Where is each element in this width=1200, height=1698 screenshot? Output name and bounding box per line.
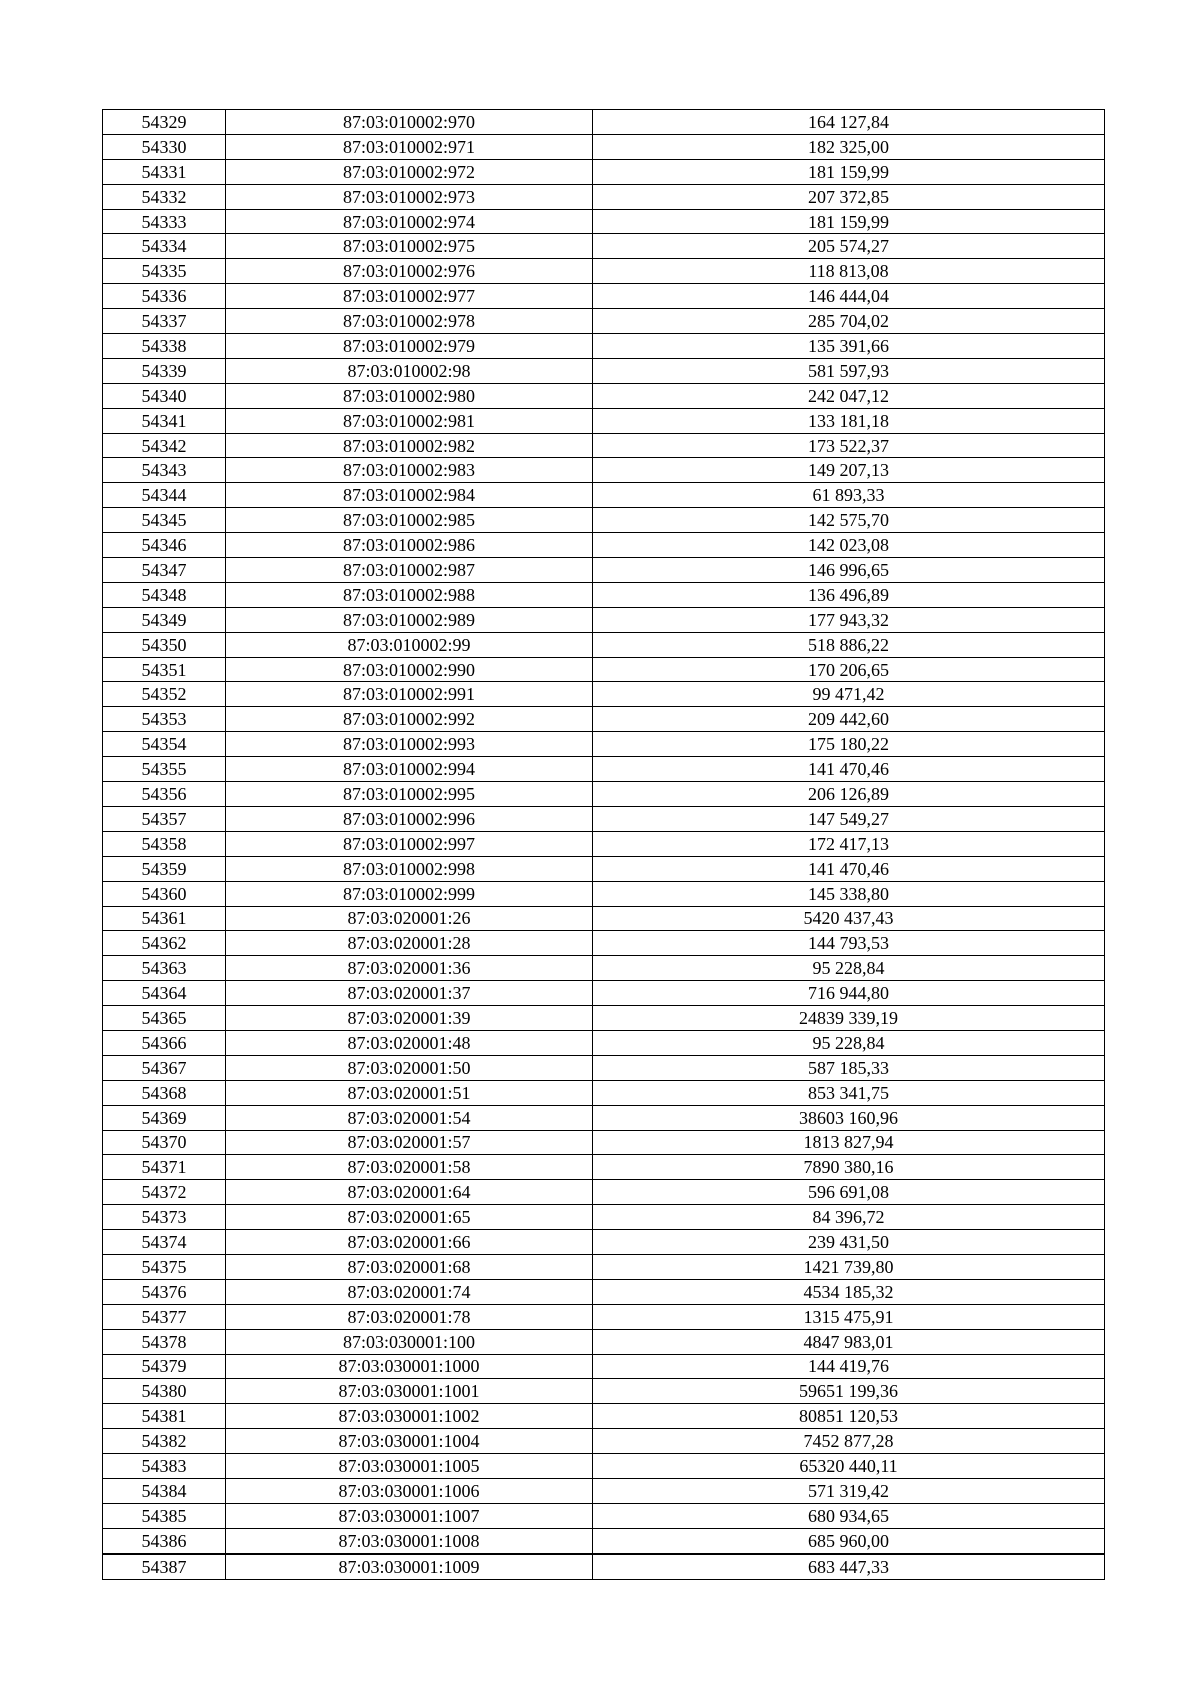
table-row [103, 607, 1105, 632]
row-number-cell: 54330 [103, 134, 226, 159]
row-number-cell: 54331 [103, 159, 226, 184]
table-row [103, 1304, 1105, 1329]
value-cell: 683 447,33 [593, 1554, 1105, 1579]
cadastral-number-cell: 87:03:020001:51 [226, 1080, 593, 1105]
row-number-cell: 54334 [103, 234, 226, 259]
row-number-cell: 54383 [103, 1454, 226, 1479]
value-cell: 182 325,00 [593, 134, 1105, 159]
table-row [103, 508, 1105, 533]
table-row [103, 582, 1105, 607]
value-cell: 716 944,80 [593, 981, 1105, 1006]
row-number-cell: 54367 [103, 1055, 226, 1080]
row-number-cell: 54345 [103, 508, 226, 533]
cadastral-number-cell: 87:03:030001:1006 [226, 1478, 593, 1503]
cadastral-number-cell: 87:03:020001:36 [226, 956, 593, 981]
table-row [103, 1205, 1105, 1230]
value-cell: 571 319,42 [593, 1478, 1105, 1503]
table-row [103, 1080, 1105, 1105]
row-number-cell: 54347 [103, 558, 226, 583]
table-row [103, 1329, 1105, 1354]
table-row [103, 1379, 1105, 1404]
value-cell: 175 180,22 [593, 732, 1105, 757]
table-row [103, 1254, 1105, 1279]
table-row [103, 309, 1105, 334]
row-number-cell: 54381 [103, 1404, 226, 1429]
row-number-cell: 54357 [103, 806, 226, 831]
table-row [103, 134, 1105, 159]
cadastral-number-cell: 87:03:030001:1009 [226, 1554, 593, 1579]
cadastral-number-cell: 87:03:010002:978 [226, 309, 593, 334]
row-number-cell: 54355 [103, 757, 226, 782]
value-cell: 142 023,08 [593, 533, 1105, 558]
table-row [103, 931, 1105, 956]
table-row [103, 682, 1105, 707]
table-row [103, 383, 1105, 408]
cadastral-number-cell: 87:03:010002:999 [226, 881, 593, 906]
value-cell: 164 127,84 [593, 110, 1105, 135]
table-row [103, 1155, 1105, 1180]
row-number-cell: 54387 [103, 1554, 226, 1579]
value-cell: 7452 877,28 [593, 1429, 1105, 1454]
row-number-cell: 54341 [103, 408, 226, 433]
value-cell: 144 793,53 [593, 931, 1105, 956]
cadastral-number-cell: 87:03:030001:1004 [226, 1429, 593, 1454]
table-row [103, 159, 1105, 184]
cadastral-number-cell: 87:03:010002:994 [226, 757, 593, 782]
value-cell: 1315 475,91 [593, 1304, 1105, 1329]
cadastral-number-cell: 87:03:020001:66 [226, 1230, 593, 1255]
cadastral-number-cell: 87:03:010002:993 [226, 732, 593, 757]
cadastral-number-cell: 87:03:010002:970 [226, 110, 593, 135]
cadastral-number-cell: 87:03:010002:988 [226, 582, 593, 607]
cadastral-number-cell: 87:03:020001:54 [226, 1105, 593, 1130]
row-number-cell: 54359 [103, 856, 226, 881]
table-row [103, 334, 1105, 359]
value-cell: 181 159,99 [593, 159, 1105, 184]
row-number-cell: 54333 [103, 209, 226, 234]
row-number-cell: 54362 [103, 931, 226, 956]
table-row [103, 1055, 1105, 1080]
value-cell: 596 691,08 [593, 1180, 1105, 1205]
cadastral-number-cell: 87:03:010002:982 [226, 433, 593, 458]
value-cell: 285 704,02 [593, 309, 1105, 334]
cadastral-number-cell: 87:03:010002:976 [226, 259, 593, 284]
value-cell: 173 522,37 [593, 433, 1105, 458]
row-number-cell: 54346 [103, 533, 226, 558]
table-row [103, 782, 1105, 807]
cadastral-number-cell: 87:03:010002:990 [226, 657, 593, 682]
value-cell: 99 471,42 [593, 682, 1105, 707]
row-number-cell: 54352 [103, 682, 226, 707]
value-cell: 144 419,76 [593, 1354, 1105, 1379]
table-row [103, 1030, 1105, 1055]
cadastral-number-cell: 87:03:020001:57 [226, 1130, 593, 1155]
table-row [103, 458, 1105, 483]
value-cell: 205 574,27 [593, 234, 1105, 259]
row-number-cell: 54377 [103, 1304, 226, 1329]
row-number-cell: 54349 [103, 607, 226, 632]
cadastral-number-cell: 87:03:010002:991 [226, 682, 593, 707]
value-cell: 136 496,89 [593, 582, 1105, 607]
table-row [103, 1180, 1105, 1205]
value-cell: 84 396,72 [593, 1205, 1105, 1230]
value-cell: 209 442,60 [593, 707, 1105, 732]
row-number-cell: 54339 [103, 358, 226, 383]
value-cell: 181 159,99 [593, 209, 1105, 234]
value-cell: 147 549,27 [593, 806, 1105, 831]
value-cell: 680 934,65 [593, 1503, 1105, 1528]
table-row [103, 757, 1105, 782]
row-number-cell: 54361 [103, 906, 226, 931]
cadastral-number-cell: 87:03:010002:981 [226, 408, 593, 433]
row-number-cell: 54353 [103, 707, 226, 732]
cadastral-number-cell: 87:03:020001:48 [226, 1030, 593, 1055]
cadastral-number-cell: 87:03:010002:975 [226, 234, 593, 259]
value-cell: 141 470,46 [593, 757, 1105, 782]
table-row [103, 906, 1105, 931]
row-number-cell: 54343 [103, 458, 226, 483]
table-row [103, 1354, 1105, 1379]
cadastral-number-cell: 87:03:020001:64 [226, 1180, 593, 1205]
value-cell: 65320 440,11 [593, 1454, 1105, 1479]
value-cell: 1421 739,80 [593, 1254, 1105, 1279]
row-number-cell: 54379 [103, 1354, 226, 1379]
cadastral-number-cell: 87:03:030001:1005 [226, 1454, 593, 1479]
cadastral-number-cell: 87:03:010002:997 [226, 831, 593, 856]
cadastral-number-cell: 87:03:030001:1000 [226, 1354, 593, 1379]
table-row [103, 956, 1105, 981]
cadastral-number-cell: 87:03:010002:974 [226, 209, 593, 234]
row-number-cell: 54368 [103, 1080, 226, 1105]
cadastral-number-cell: 87:03:010002:972 [226, 159, 593, 184]
table-row [103, 1454, 1105, 1479]
row-number-cell: 54385 [103, 1503, 226, 1528]
row-number-cell: 54351 [103, 657, 226, 682]
cadastral-number-cell: 87:03:020001:50 [226, 1055, 593, 1080]
table-row [103, 707, 1105, 732]
value-cell: 1813 827,94 [593, 1130, 1105, 1155]
row-number-cell: 54332 [103, 184, 226, 209]
row-number-cell: 54354 [103, 732, 226, 757]
cadastral-number-cell: 87:03:030001:1008 [226, 1528, 593, 1553]
table-row [103, 1528, 1105, 1553]
row-number-cell: 54338 [103, 334, 226, 359]
cadastral-number-cell: 87:03:010002:973 [226, 184, 593, 209]
table-row [103, 1230, 1105, 1255]
cadastral-number-cell: 87:03:010002:998 [226, 856, 593, 881]
table-row [103, 234, 1105, 259]
row-number-cell: 54337 [103, 309, 226, 334]
value-cell: 135 391,66 [593, 334, 1105, 359]
row-number-cell: 54363 [103, 956, 226, 981]
row-number-cell: 54380 [103, 1379, 226, 1404]
table-row [103, 1429, 1105, 1454]
cadastral-number-cell: 87:03:020001:78 [226, 1304, 593, 1329]
cadastral-number-cell: 87:03:010002:98 [226, 358, 593, 383]
cadastral-number-cell: 87:03:010002:995 [226, 782, 593, 807]
row-number-cell: 54358 [103, 831, 226, 856]
value-cell: 239 431,50 [593, 1230, 1105, 1255]
cadastral-number-cell: 87:03:020001:58 [226, 1155, 593, 1180]
row-number-cell: 54382 [103, 1429, 226, 1454]
value-cell: 61 893,33 [593, 483, 1105, 508]
cadastral-number-cell: 87:03:010002:985 [226, 508, 593, 533]
table-row [103, 259, 1105, 284]
row-number-cell: 54356 [103, 782, 226, 807]
cadastral-number-cell: 87:03:020001:68 [226, 1254, 593, 1279]
row-number-cell: 54371 [103, 1155, 226, 1180]
cadastral-number-cell: 87:03:020001:65 [226, 1205, 593, 1230]
value-cell: 146 444,04 [593, 284, 1105, 309]
value-cell: 59651 199,36 [593, 1379, 1105, 1404]
table-body [103, 110, 1105, 1580]
value-cell: 685 960,00 [593, 1528, 1105, 1553]
value-cell: 242 047,12 [593, 383, 1105, 408]
value-cell: 146 996,65 [593, 558, 1105, 583]
value-cell: 4847 983,01 [593, 1329, 1105, 1354]
value-cell: 24839 339,19 [593, 1006, 1105, 1031]
cadastral-number-cell: 87:03:030001:1007 [226, 1503, 593, 1528]
value-cell: 172 417,13 [593, 831, 1105, 856]
cadastral-number-cell: 87:03:010002:996 [226, 806, 593, 831]
value-cell: 95 228,84 [593, 1030, 1105, 1055]
value-cell: 142 575,70 [593, 508, 1105, 533]
value-cell: 145 338,80 [593, 881, 1105, 906]
table-row [103, 881, 1105, 906]
table-row [103, 284, 1105, 309]
row-number-cell: 54364 [103, 981, 226, 1006]
cadastral-number-cell: 87:03:010002:992 [226, 707, 593, 732]
cadastral-number-cell: 87:03:010002:99 [226, 632, 593, 657]
value-cell: 141 470,46 [593, 856, 1105, 881]
cadastral-number-cell: 87:03:010002:989 [226, 607, 593, 632]
row-number-cell: 54374 [103, 1230, 226, 1255]
cadastral-number-cell: 87:03:010002:987 [226, 558, 593, 583]
cadastral-number-cell: 87:03:030001:100 [226, 1329, 593, 1354]
row-number-cell: 54386 [103, 1528, 226, 1553]
row-number-cell: 54372 [103, 1180, 226, 1205]
row-number-cell: 54384 [103, 1478, 226, 1503]
row-number-cell: 54348 [103, 582, 226, 607]
value-cell: 7890 380,16 [593, 1155, 1105, 1180]
value-cell: 80851 120,53 [593, 1404, 1105, 1429]
table-row [103, 806, 1105, 831]
table-row [103, 408, 1105, 433]
cadastral-number-cell: 87:03:020001:26 [226, 906, 593, 931]
table-row [103, 558, 1105, 583]
value-cell: 170 206,65 [593, 657, 1105, 682]
cadastral-number-cell: 87:03:020001:74 [226, 1279, 593, 1304]
table-row [103, 1130, 1105, 1155]
value-cell: 853 341,75 [593, 1080, 1105, 1105]
row-number-cell: 54344 [103, 483, 226, 508]
value-cell: 587 185,33 [593, 1055, 1105, 1080]
table-row [103, 831, 1105, 856]
row-number-cell: 54335 [103, 259, 226, 284]
table-row [103, 184, 1105, 209]
table-row [103, 1404, 1105, 1429]
cadastral-number-cell: 87:03:010002:986 [226, 533, 593, 558]
cadastral-number-cell: 87:03:030001:1001 [226, 1379, 593, 1404]
table-row [103, 1279, 1105, 1304]
row-number-cell: 54373 [103, 1205, 226, 1230]
value-cell: 5420 437,43 [593, 906, 1105, 931]
table-row [103, 433, 1105, 458]
value-cell: 177 943,32 [593, 607, 1105, 632]
row-number-cell: 54365 [103, 1006, 226, 1031]
cadastral-number-cell: 87:03:020001:28 [226, 931, 593, 956]
table-row [103, 483, 1105, 508]
row-number-cell: 54375 [103, 1254, 226, 1279]
value-cell: 4534 185,32 [593, 1279, 1105, 1304]
row-number-cell: 54378 [103, 1329, 226, 1354]
table-row [103, 981, 1105, 1006]
row-number-cell: 54366 [103, 1030, 226, 1055]
row-number-cell: 54336 [103, 284, 226, 309]
row-number-cell: 54329 [103, 110, 226, 135]
row-number-cell: 54376 [103, 1279, 226, 1304]
table-row [103, 1554, 1105, 1579]
table-row [103, 1105, 1105, 1130]
cadastral-number-cell: 87:03:020001:37 [226, 981, 593, 1006]
row-number-cell: 54370 [103, 1130, 226, 1155]
table-row [103, 856, 1105, 881]
table-row [103, 632, 1105, 657]
value-cell: 206 126,89 [593, 782, 1105, 807]
table-row [103, 358, 1105, 383]
cadastral-number-cell: 87:03:010002:977 [226, 284, 593, 309]
table-row [103, 209, 1105, 234]
value-cell: 207 372,85 [593, 184, 1105, 209]
table-row [103, 1006, 1105, 1031]
cadastral-number-cell: 87:03:010002:980 [226, 383, 593, 408]
cadastral-number-cell: 87:03:010002:971 [226, 134, 593, 159]
table-row [103, 657, 1105, 682]
cadastral-value-table [102, 109, 1105, 1580]
cadastral-number-cell: 87:03:010002:979 [226, 334, 593, 359]
cadastral-number-cell: 87:03:010002:984 [226, 483, 593, 508]
row-number-cell: 54360 [103, 881, 226, 906]
table-row [103, 533, 1105, 558]
row-number-cell: 54369 [103, 1105, 226, 1130]
value-cell: 581 597,93 [593, 358, 1105, 383]
cadastral-number-cell: 87:03:010002:983 [226, 458, 593, 483]
value-cell: 118 813,08 [593, 259, 1105, 284]
value-cell: 133 181,18 [593, 408, 1105, 433]
row-number-cell: 54340 [103, 383, 226, 408]
row-number-cell: 54342 [103, 433, 226, 458]
table-row [103, 732, 1105, 757]
row-number-cell: 54350 [103, 632, 226, 657]
cadastral-number-cell: 87:03:030001:1002 [226, 1404, 593, 1429]
value-cell: 149 207,13 [593, 458, 1105, 483]
value-cell: 38603 160,96 [593, 1105, 1105, 1130]
table-row [103, 1478, 1105, 1503]
value-cell: 95 228,84 [593, 956, 1105, 981]
table-row [103, 110, 1105, 135]
table-row [103, 1503, 1105, 1528]
value-cell: 518 886,22 [593, 632, 1105, 657]
cadastral-number-cell: 87:03:020001:39 [226, 1006, 593, 1031]
